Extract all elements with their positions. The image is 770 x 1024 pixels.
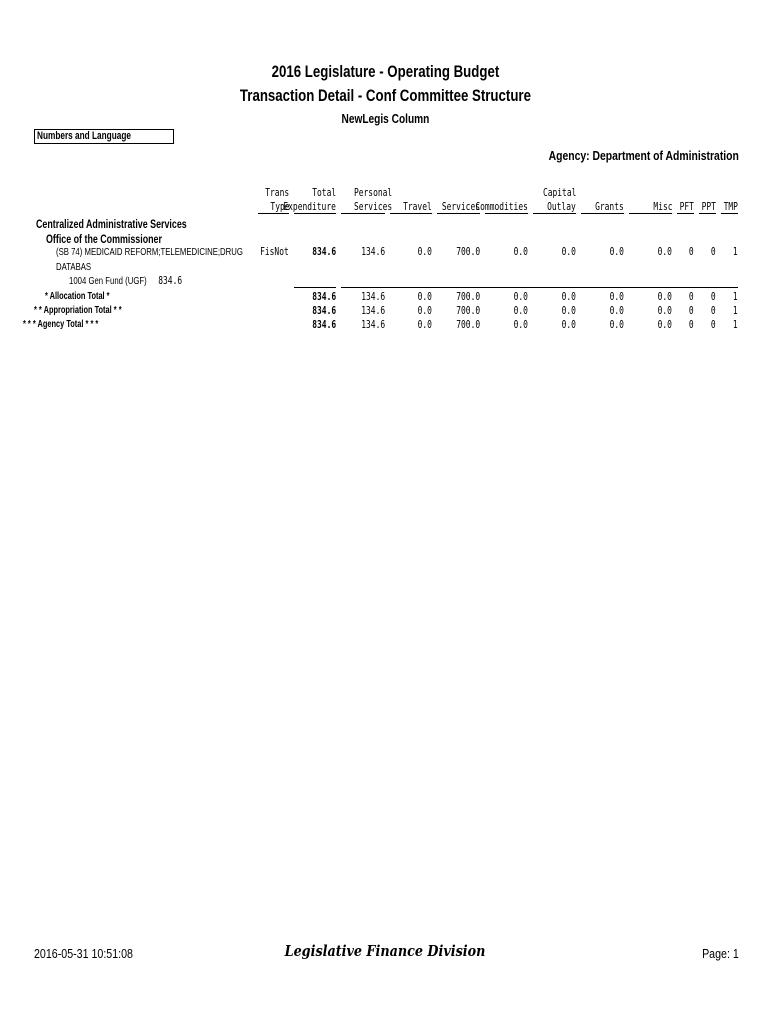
allocation-total-cell-capital-outlay: 0.0: [561, 290, 576, 303]
appropriation-total-cell-grants: 0.0: [609, 304, 624, 317]
page-number: Page: 1: [702, 946, 739, 961]
header-underline: [294, 213, 336, 214]
transaction-cell-tmp: 1: [733, 245, 738, 258]
col-services-line2: Services: [354, 200, 393, 213]
report-date: 2016-05-31 10:51:08: [34, 946, 133, 961]
filter-box: [34, 129, 174, 144]
agency-total-cell-tmp: 1: [733, 318, 738, 331]
header-underline: [721, 213, 738, 214]
agency-total-cell-travel: 0.0: [417, 318, 432, 331]
col-commodities: Commodities: [475, 200, 528, 213]
allocation-total-cell-misc: 0.0: [657, 290, 672, 303]
agency-total-cell-capital-outlay: 0.0: [561, 318, 576, 331]
col-misc: Misc: [652, 200, 672, 213]
agency-total-cell-total-expenditure: 834.6: [312, 318, 336, 331]
col-type-line2: Type: [269, 200, 289, 213]
appropriation-total-cell-travel: 0.0: [417, 304, 432, 317]
col-total-line1: Total: [312, 186, 336, 199]
agency-total-cell-ppt: 0: [711, 318, 716, 331]
header-underline: [258, 213, 289, 214]
total-separator: [294, 287, 336, 288]
header-underline: [341, 213, 385, 214]
transaction-description-cont: DATABAS: [56, 261, 92, 273]
col-services: Services: [441, 200, 480, 213]
appropriation-total-cell-pft: 0: [689, 304, 694, 317]
transaction-cell-grants: 0.0: [609, 245, 624, 258]
transaction-cell-capital-outlay: 0.0: [561, 245, 576, 258]
col-grants: Grants: [595, 200, 624, 213]
division-signature: Legislative Finance Division: [284, 942, 486, 960]
allocation-total-cell-pft: 0: [689, 290, 694, 303]
header-underline: [629, 213, 672, 214]
appropriation-total-cell-commodities: 0.0: [513, 304, 528, 317]
allocation-total-label: * Allocation Total *: [45, 291, 110, 302]
col-ppt: PPT: [701, 200, 716, 213]
appropriation-total-cell-total-expenditure: 834.6: [312, 304, 336, 317]
allocation-total-cell-travel: 0.0: [417, 290, 432, 303]
allocation-total-cell-total-expenditure: 834.6: [312, 290, 336, 303]
fund-amount: 834.6: [158, 274, 182, 287]
appropriation-name: Office of the Commissioner: [46, 232, 162, 246]
transaction-description: (SB 74) MEDICAID REFORM;TELEMEDICINE;DRUG: [56, 246, 243, 258]
col-outlay-line2: Outlay: [547, 200, 576, 213]
agency-total-cell-services: 700.0: [456, 318, 480, 331]
appropriation-total-cell-tmp: 1: [733, 304, 738, 317]
col-pft: PFT: [679, 200, 694, 213]
agency-total-label: * * * Agency Total * * *: [23, 319, 99, 330]
header-underline: [699, 213, 716, 214]
agency-total-cell-commodities: 0.0: [513, 318, 528, 331]
agency-total-cell-misc: 0.0: [657, 318, 672, 331]
filter-label: Numbers and Language: [37, 130, 131, 142]
header-underline: [533, 213, 576, 214]
allocation-total-cell-tmp: 1: [733, 290, 738, 303]
column-name: NewLegis Column: [341, 111, 430, 126]
appropriation-total-cell-capital-outlay: 0.0: [561, 304, 576, 317]
appropriation-total-cell-services: 700.0: [456, 304, 480, 317]
agency-total-cell-pft: 0: [689, 318, 694, 331]
col-tmp: TMP: [723, 200, 738, 213]
header-underline: [581, 213, 624, 214]
total-separator: [341, 287, 738, 288]
col-travel: Travel: [403, 200, 432, 213]
appropriation-total-label: * * Appropriation Total * *: [34, 305, 122, 316]
agency-total-cell-grants: 0.0: [609, 318, 624, 331]
allocation-total-cell-ppt: 0: [711, 290, 716, 303]
agency-total-cell-personal-services: 134.6: [361, 318, 385, 331]
transaction-cell-commodities: 0.0: [513, 245, 528, 258]
transaction-cell-misc: 0.0: [657, 245, 672, 258]
transaction-cell-total-expenditure: 834.6: [312, 245, 336, 258]
transaction-cell-pft: 0: [689, 245, 694, 258]
col-expenditure-line2: Expenditure: [283, 200, 336, 213]
transaction-cell-ppt: 0: [711, 245, 716, 258]
appropriation-total-cell-misc: 0.0: [657, 304, 672, 317]
col-personal-line1: Personal: [354, 186, 393, 199]
col-capital-line1: Capital: [542, 186, 576, 199]
appropriation-total-cell-personal-services: 134.6: [361, 304, 385, 317]
header-underline: [677, 213, 694, 214]
transaction-cell-travel: 0.0: [417, 245, 432, 258]
allocation-total-cell-grants: 0.0: [609, 290, 624, 303]
header-underline: [485, 213, 528, 214]
col-trans-line1: Trans: [265, 186, 289, 199]
report-title: 2016 Legislature - Operating Budget: [271, 62, 500, 81]
fund-label: 1004 Gen Fund (UGF): [69, 275, 147, 287]
header-underline: [390, 213, 432, 214]
transaction-cell-services: 700.0: [456, 245, 480, 258]
allocation-name: Centralized Administrative Services: [36, 217, 187, 231]
header-underline: [437, 213, 480, 214]
transaction-type: FisNot: [260, 245, 289, 258]
allocation-total-cell-services: 700.0: [456, 290, 480, 303]
report-subtitle: Transaction Detail - Conf Committee Structure: [239, 86, 531, 105]
allocation-total-cell-commodities: 0.0: [513, 290, 528, 303]
transaction-cell-personal-services: 134.6: [361, 245, 385, 258]
allocation-total-cell-personal-services: 134.6: [361, 290, 385, 303]
agency-title: Agency: Department of Administration: [548, 148, 739, 163]
appropriation-total-cell-ppt: 0: [711, 304, 716, 317]
